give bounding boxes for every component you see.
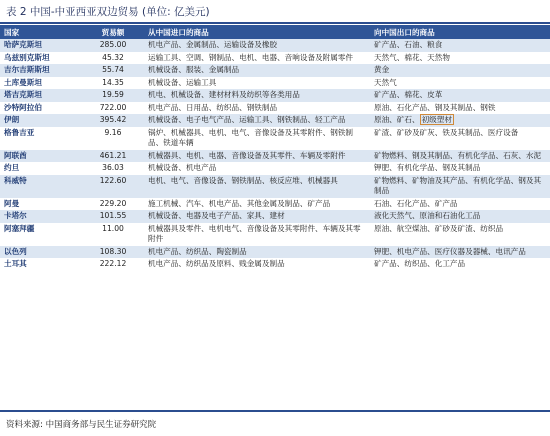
trade-cell: 19.59 (82, 89, 144, 102)
trade-cell: 55.74 (82, 64, 144, 77)
imports-cell: 机械设备、电子电气产品、运输工具、钢铁制品、轻工产品 (144, 114, 370, 127)
country-cell: 土耳其 (0, 258, 82, 271)
country-cell: 阿曼 (0, 198, 82, 211)
exports-cell: 矿渣、矿砂及矿灰、铁及其制品、医疗设备 (370, 127, 550, 150)
bottom-rule (0, 410, 550, 412)
imports-cell: 机械设备、服装、金属制品 (144, 64, 370, 77)
country-cell: 塔吉克斯坦 (0, 89, 82, 102)
country-cell: 伊朗 (0, 114, 82, 127)
table-row (0, 114, 550, 127)
table-row (0, 223, 550, 246)
country-cell: 卡塔尔 (0, 210, 82, 223)
header-trade: 贸易额 (82, 25, 144, 39)
trade-cell: 36.03 (82, 162, 144, 175)
trade-table (0, 25, 550, 271)
table-row (0, 127, 550, 150)
table-row (0, 210, 550, 223)
table-row (0, 198, 550, 211)
table-title: 表 2 中国-中亚西亚双边贸易 (单位: 亿美元) (6, 6, 210, 18)
trade-cell: 101.55 (82, 210, 144, 223)
header-exports: 向中国出口的商品 (370, 25, 550, 39)
imports-cell: 电机、电气、音像设备、钢铁制品、核反应堆、机械器具 (144, 175, 370, 198)
country-cell: 约旦 (0, 162, 82, 175)
country-cell: 土库曼斯坦 (0, 77, 82, 90)
table-row (0, 52, 550, 65)
trade-cell: 108.30 (82, 246, 144, 259)
exports-cell: 矿产品、石油、粮食 (370, 39, 550, 52)
imports-cell: 机械设备、机电产品 (144, 162, 370, 175)
trade-cell: 45.32 (82, 52, 144, 65)
source-note: 资料来源: 中国商务部与民生证券研究院 (6, 420, 157, 430)
trade-cell: 722.00 (82, 102, 144, 115)
imports-cell: 施工机械、汽车、机电产品、其他金属及制品、矿产品 (144, 198, 370, 211)
table-row (0, 175, 550, 198)
exports-cell: 液化天然气、原油和石油化工品 (370, 210, 550, 223)
imports-cell: 锅炉、机械器具、电机、电气、音像设备及其零附件、钢铁制品、铁道车辆 (144, 127, 370, 150)
country-cell: 阿联酋 (0, 150, 82, 163)
exports-cell: 原油、航空煤油、矿砂及矿渣、纺织品 (370, 223, 550, 246)
country-cell: 沙特阿拉伯 (0, 102, 82, 115)
trade-cell: 122.60 (82, 175, 144, 198)
table-row (0, 246, 550, 259)
top-rule (0, 22, 550, 24)
trade-cell: 395.42 (82, 114, 144, 127)
table-row (0, 102, 550, 115)
table-row (0, 89, 550, 102)
exports-text: 原油、矿石、 (374, 115, 420, 124)
country-cell: 以色列 (0, 246, 82, 259)
table-row (0, 150, 550, 163)
header-country: 国家 (0, 25, 82, 39)
trade-cell: 14.35 (82, 77, 144, 90)
imports-cell: 机械设备、运输工具 (144, 77, 370, 90)
exports-cell: 天然气、棉花、天然物 (370, 52, 550, 65)
imports-cell: 机械设备、电器及电子产品、家具、建材 (144, 210, 370, 223)
imports-cell: 机电产品、纺织品、陶瓷制品 (144, 246, 370, 259)
imports-cell: 机电产品、纺织品及原料、贱金属及制品 (144, 258, 370, 271)
imports-cell: 运输工具、空调、钢制品、电机、电器、音响设备及附属零件 (144, 52, 370, 65)
trade-cell: 229.20 (82, 198, 144, 211)
exports-cell: 石油、石化产品、矿产品 (370, 198, 550, 211)
trade-cell: 222.12 (82, 258, 144, 271)
country-cell: 哈萨克斯坦 (0, 39, 82, 52)
exports-cell: 天然气 (370, 77, 550, 90)
exports-cell: 原油、石化产品、钢及其制品、钢铁 (370, 102, 550, 115)
trade-cell: 11.00 (82, 223, 144, 246)
exports-cell: 钾肥、机电产品、医疗仪器及器械、电讯产品 (370, 246, 550, 259)
table-row (0, 39, 550, 52)
imports-cell: 机械器具、电机、电器、音像设备及其零件、车辆及零附件 (144, 150, 370, 163)
imports-cell: 机电产品、日用品、纺织品、钢铁制品 (144, 102, 370, 115)
exports-cell: 矿产品、棉花、皮革 (370, 89, 550, 102)
table-header-row (0, 25, 550, 39)
exports-cell: 钾肥、有机化学品、钢及其制品 (370, 162, 550, 175)
highlighted-text: 初级塑材 (421, 115, 452, 124)
country-cell: 乌兹别克斯坦 (0, 52, 82, 65)
exports-cell: 矿产品、纺织品、化工产品 (370, 258, 550, 271)
table-row (0, 77, 550, 90)
table-row (0, 64, 550, 77)
exports-cell (370, 114, 550, 127)
imports-cell: 机电、机械设备、建材材料及纺织等各类用品 (144, 89, 370, 102)
trade-cell: 9.16 (82, 127, 144, 150)
table-row (0, 162, 550, 175)
table-row (0, 258, 550, 271)
trade-cell: 461.21 (82, 150, 144, 163)
country-cell: 吉尔吉斯斯坦 (0, 64, 82, 77)
exports-cell: 矿物燃料、矿物油及其产品、有机化学品、钢及其制品 (370, 175, 550, 198)
country-cell: 阿塞拜疆 (0, 223, 82, 246)
imports-cell: 机电产品、金属制品、运输设备及橡胶 (144, 39, 370, 52)
exports-cell: 黄金 (370, 64, 550, 77)
country-cell: 科威特 (0, 175, 82, 198)
exports-cell: 矿物燃料、钢及其制品、有机化学品、石灰、水泥 (370, 150, 550, 163)
trade-cell: 285.00 (82, 39, 144, 52)
country-cell: 格鲁吉亚 (0, 127, 82, 150)
imports-cell: 机械器具及零件、电机电气、音像设备及其零附件、车辆及其零附件 (144, 223, 370, 246)
header-imports: 从中国进口的商品 (144, 25, 370, 39)
